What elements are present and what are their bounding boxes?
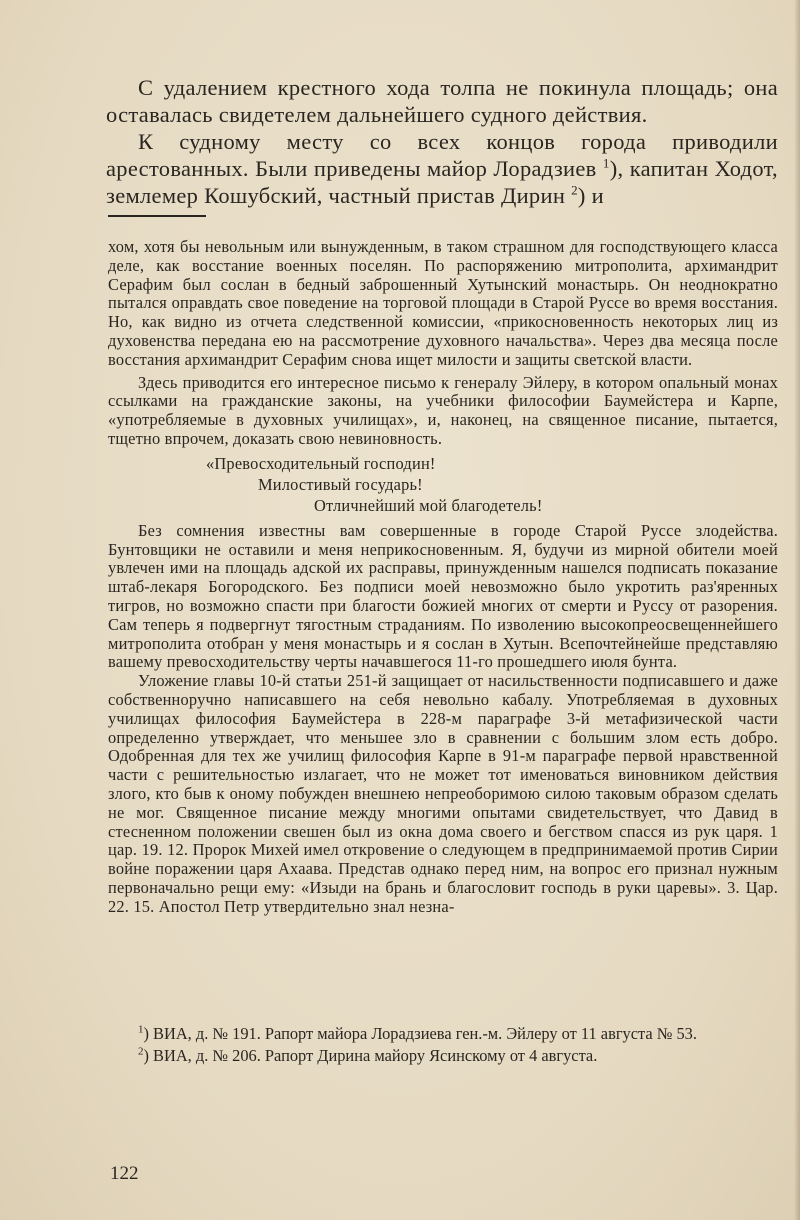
continued-paragraph-1: хом, хотя бы невольным или вынужденным, в таком страшном для господствующего класса деле, как восстание военных поселян. По распоряжению митрополита, архимандрит Серафим был сослан в бедный заброшенный Хутынский монастырь. Он неоднократно пытался оправдать свое поведение на торговой площади в Старой Руссе во время восстания. Но, как видно из отчета следственной комиссии, «прикосновенность некоторых лиц из духовенства передана ею на рассмотрение духовного начальства». Через два месяца после восстания архимандрит Серафим снова ищет милости и защиты светской власти. <box>108 237 778 369</box>
main-paragraph-1: С удалением крестного хода толпа не покинула площадь; она оставалась свидетелем дальнейшего судного действия. <box>106 75 778 127</box>
footnote-1-text: ) ВИА, д. № 191. Рапорт майора Лорадзиева ген.-м. Эйлеру от 11 августа № 53. <box>143 1024 697 1043</box>
footnote-1-mark: 1 <box>138 1023 144 1036</box>
main-text-block <box>106 74 778 209</box>
footnote-divider <box>108 215 206 217</box>
page-number: 122 <box>110 1163 139 1184</box>
salutation-line-1: «Превосходительный господин! <box>206 453 436 473</box>
continued-paragraph-2: Здесь приводится его интересное письмо к генералу Эйлеру, в котором опальный монах ссылками на гражданские законы, на учебники философии Баумейстера и Карпе, «употребляемые в духовных училищах», и, наконец, на священное писание, пытается, тщетно впрочем, доказать свою невиновность. <box>108 372 778 448</box>
footnote-2 <box>108 1046 778 1066</box>
letter-paragraph-2: Уложение главы 10-й статьи 251-й защищает от насильственности подписавшего и даже собственноручно написавшего на себя невольно кабалу. Употребляемая в духовных училищах философия Баумейстера в 228-м параграфе 3-й метафизической части определенно утверждает, что меньшее зло в сравнении с большим злом есть добро. Одобренная для тех же училищ философия Карпе в 91-м параграфе первой нравственной части с решительностью излагает, что не может тот именоваться виновником действия злого, кто быв к оному побужден внешнею непреоборимою силою таковым образом сделать не мог. Священное писание между многими опытами свидетельствует, что Давид в стесненном положении свешен был из окна дома своего и бегством спасся из рук царя. 1 цар. 19. 12. Пророк Михей имел откровение о следующем в предпринимаемой против Сирии войне поражении царя Ахаава. Представ однако перед ним, на вопрос его признал нужным первоначально рещи ему: «Изыди на брань и благословит господь в руки царевы». 3. Цар. 22. 15. Апостол Петр утвердительно знал незна- <box>108 671 778 916</box>
salutation-line-3: Отличнейший мой благодетель! <box>314 495 543 515</box>
main-paragraph-2-end: ) и <box>577 183 604 208</box>
footnotes <box>108 1024 778 1066</box>
salutation-line-2: Милостивый государь! <box>258 474 423 494</box>
main-paragraph-2 <box>106 128 778 209</box>
main-paragraph-2-mid: ), капитан Ходот, землемер Кошубский, частный пристав Дирин <box>106 156 778 208</box>
footnote-1 <box>108 1024 778 1044</box>
footnote-ref-1[interactable]: 1 <box>602 155 610 171</box>
page-edge-shadow <box>794 0 800 1220</box>
footnote-ref-2[interactable]: 2 <box>571 182 578 198</box>
continued-footnote-block <box>108 238 778 917</box>
footnote-2-text: ) ВИА, д. № 206. Рапорт Дирина майору Ясинскому от 4 августа. <box>143 1046 598 1065</box>
letter-paragraph-1: Без сомнения известны вам совершенные в городе Старой Руссе злодейства. Бунтовщики не оставили и меня неприкосновенным. Я, будучи из мирной обители моей увлечен ими на площадь адской их расправы, принужденным нашелся подписать показание штаб-лекаря Богородского. Без подписи моей невозможно было укротить раз'яренных тигров, но возможно спасти при благости божией многих от смерти и Руссу от разорения. Сам теперь я подвергнут тягостным страданиям. По изволению высокопреосвещеннейшего митрополита отобран у меня монастырь и я сослан в Хутын. Всепочтейнейше представляю вашему превосходительству черты начавшегося 11-го прошедшего июля бунта. <box>108 520 778 672</box>
footnote-2-mark: 2 <box>138 1045 144 1058</box>
main-paragraph-2-start: К судному месту со всех концов города приводили арестованных. Были приведены майор Лорадзиев <box>106 129 778 181</box>
letter-salutation <box>108 453 778 516</box>
